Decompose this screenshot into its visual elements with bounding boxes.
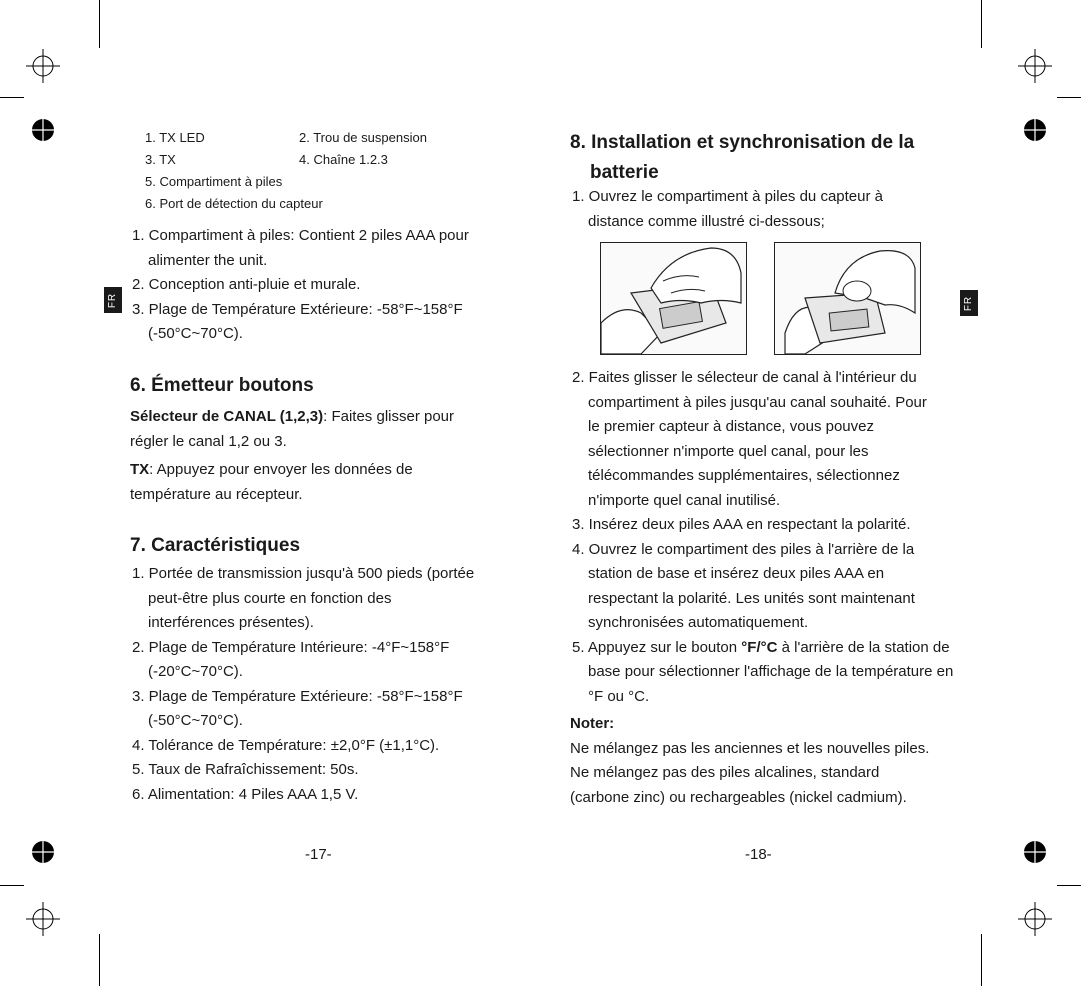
battery-compartment-photo: [774, 242, 921, 355]
crop-mark: [981, 0, 982, 48]
feature-item: 2. Conception anti-pluie et murale.: [132, 276, 361, 293]
registration-mark-icon: [1018, 902, 1052, 936]
step-item: 2. Faites glisser le sélecteur de canal à l'intérieur du compartiment à piles jusqu'au canal souhaité. Pour le premier capteur à distance, vous pouvez sélectionner n'importe quel canal, pour les télécommandes supplémentaires, sélectionnez n'importe quel canal inutilisé.: [572, 369, 927, 509]
step-item: [570, 636, 958, 710]
tx-text: température au récepteur.: [130, 485, 303, 503]
legend-item: 4. Chaîne 1.2.3: [299, 152, 388, 167]
features-list: [130, 224, 510, 347]
legend-item: 3. TX: [145, 152, 176, 167]
registration-dot-icon: [31, 840, 55, 864]
feature-item: 1. Compartiment à piles: Contient 2 piles AAA pour alimenter the unit.: [132, 227, 469, 269]
characteristic-item: 1. Portée de transmission jusqu'à 500 pieds (portée peut-être plus courte en fonction des interférences présentes).: [132, 565, 475, 631]
hand-opening-compartment-icon: [601, 243, 746, 354]
crop-mark: [99, 934, 100, 986]
characteristic-item: 2. Plage de Température Intérieure: -4°F~158°F (-20°C~70°C).: [132, 638, 450, 680]
characteristic-item: 6. Alimentation: 4 Piles AAA 1,5 V.: [132, 785, 359, 803]
channel-selector-label: Sélecteur de CANAL (1,2,3): [130, 408, 324, 425]
language-tab-right: [960, 290, 978, 316]
section-6-title: 6. Émetteur boutons: [130, 375, 314, 396]
channel-selector-paragraph: [130, 405, 454, 454]
steps-list: [570, 366, 954, 709]
step-1: [570, 185, 910, 234]
language-tab-label: FR: [963, 295, 975, 311]
crop-mark: [1057, 97, 1081, 98]
tx-label: TX: [130, 461, 150, 478]
language-tab-label: FR: [107, 292, 119, 308]
crop-mark: [0, 97, 24, 98]
channel-selector-text: : Faites glisser pour: [323, 408, 455, 425]
legend-item: 2. Trou de suspension: [299, 130, 427, 145]
legend-column-1: [145, 127, 323, 215]
registration-mark-icon: [26, 902, 60, 936]
crop-mark: [0, 885, 24, 886]
characteristic-item: 3. Plage de Température Extérieure: -58°F~158°F (-50°C~70°C).: [132, 687, 463, 729]
page-number-right: -18-: [745, 846, 772, 863]
note-label: Noter:: [570, 715, 615, 732]
tx-paragraph: [130, 458, 413, 507]
legend-item: 6. Port de détection du capteur: [145, 196, 323, 211]
legend-column-2: [299, 127, 427, 171]
step-5-text: 5. Appuyez sur le bouton: [572, 638, 742, 656]
note-line: Ne mélangez pas des piles alcalines, standard: [570, 764, 880, 781]
legend-item: 1. TX LED: [145, 130, 205, 145]
section-8-title-line: 8. Installation et synchronisation de la: [570, 132, 915, 153]
feature-item: 3. Plage de Température Extérieure: -58°F~158°F (-50°C~70°C).: [132, 300, 463, 342]
channel-selector-text: régler le canal 1,2 ou 3.: [130, 432, 287, 450]
registration-dot-icon: [31, 118, 55, 142]
characteristic-item: 5. Taux de Rafraîchissement: 50s.: [132, 761, 359, 778]
registration-dot-icon: [1023, 840, 1047, 864]
hand-removing-cover-icon: [775, 243, 920, 354]
battery-compartment-photo: [600, 242, 747, 355]
note-line: Ne mélangez pas les anciennes et les nouvelles piles.: [570, 739, 930, 757]
registration-mark-icon: [1018, 49, 1052, 83]
legend-item: 5. Compartiment à piles: [145, 174, 283, 189]
page-number-left: -17-: [305, 846, 332, 863]
section-8-title-line: batterie: [590, 162, 659, 183]
characteristics-list: [130, 562, 500, 807]
language-tab-left: [104, 287, 122, 313]
step-item: 3. Insérez deux piles AAA en respectant la polarité.: [572, 516, 911, 533]
unit-button-label: °F/°C: [741, 638, 778, 656]
step-item: 4. Ouvrez le compartiment des piles à l'arrière de la station de base et insérez deux piles AAA en respectant la polarité. Les unités sont maintenant synchronisées automatiquement.: [572, 540, 915, 631]
characteristic-item: 4. Tolérance de Température: ±2,0°F (±1,1°C).: [132, 736, 440, 754]
section-7-title: 7. Caractéristiques: [130, 535, 301, 556]
step-5-text: à l'arrière de la station de base pour sélectionner l'affichage de la température en °F ou °C.: [588, 638, 954, 705]
registration-mark-icon: [26, 49, 60, 83]
crop-mark: [1057, 885, 1081, 886]
section-8-title: [570, 128, 914, 188]
registration-dot-icon: [1023, 118, 1047, 142]
note-line: (carbone zinc) ou rechargeables (nickel cadmium).: [570, 788, 907, 806]
note-block: [570, 712, 929, 810]
tx-text: : Appuyez pour envoyer les données de: [149, 461, 413, 478]
step-1-text: 1. Ouvrez le compartiment à piles du capteur à distance comme illustré ci-dessous;: [572, 188, 883, 230]
crop-mark: [981, 934, 982, 986]
crop-mark: [99, 0, 100, 48]
